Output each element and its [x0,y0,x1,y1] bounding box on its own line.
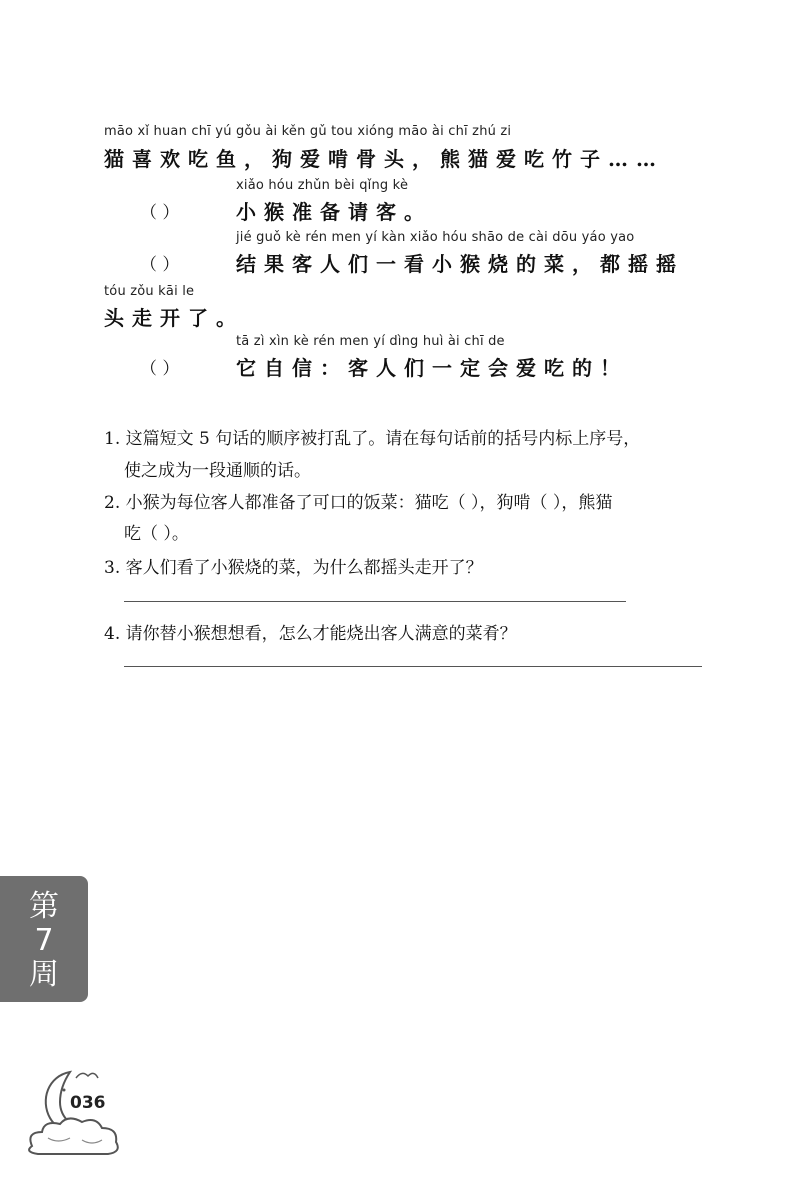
order-bracket-1[interactable]: （ ） [140,203,180,223]
question-1-line-1: 1. 这篇短文 5 句话的顺序被打乱了。请在每句话前的括号内标上序号， [104,429,641,449]
passage-line-4: 头走开了。 [104,306,244,330]
pinyin-line-5: tā zì xìn kè rén men yí dìng huì ài chī de [236,334,505,349]
passage-line-1: 猫喜欢吃鱼，狗爱啃骨头，熊猫爱吃竹子…… [104,147,664,171]
answer-line-4[interactable] [124,666,702,667]
page-number: 036 [70,1093,106,1113]
question-2-line-2: 吃（ ）。 [124,524,189,544]
order-bracket-2[interactable]: （ ） [140,255,180,275]
pinyin-line-4: tóu zǒu kāi le [104,284,195,299]
passage-line-3: 结果客人们一看小猴烧的菜，都摇摇 [236,252,684,276]
order-bracket-3[interactable]: （ ） [140,359,180,379]
week-label-char-3: 周 [29,957,59,992]
pinyin-line-3: jié guǒ kè rén men yí kàn xiǎo hóu shāo de cài dōu yáo yao [236,230,635,245]
passage-line-2: 小猴准备请客。 [236,200,432,224]
question-2-line-1: 2. 小猴为每位客人都准备了可口的饭菜：猫吃（ ），狗啃（ ），熊猫 [104,493,613,513]
week-tab [0,876,88,1002]
passage-line-5: 它自信：客人们一定会爱吃的！ [236,356,628,380]
question-4: 4. 请你替小猴想想看，怎么才能烧出客人满意的菜肴？ [104,624,517,644]
week-label-number: 7 [34,923,54,958]
week-label-char-1: 第 [29,889,59,924]
pinyin-line-2: xiǎo hóu zhǔn bèi qǐng kè [236,178,409,193]
pinyin-line-1: māo xǐ huan chī yú gǒu ài kěn gǔ tou xióng māo ài chī zhú zi [104,124,512,139]
question-3: 3. 客人们看了小猴烧的菜，为什么都摇头走开了？ [104,558,483,578]
question-1-line-2: 使之成为一段通顺的话。 [124,461,311,481]
week-label [0,876,88,992]
answer-line-3[interactable] [124,601,626,602]
